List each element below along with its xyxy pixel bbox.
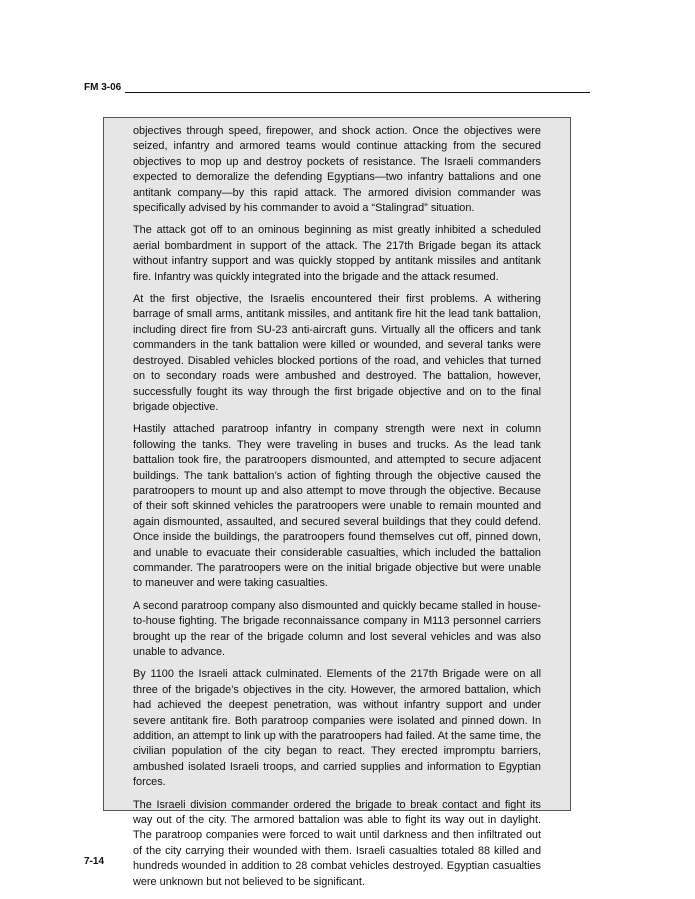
paragraph: The Israeli division commander ordered the brigade to break contact and fight its way out of the city. The armored battalion was able to fight its way out in daylight. The paratroop companies were forced to wait until darkness and then infiltrated out of the city carrying their wounded with them. Israeli casualties totaled 88 killed and hundreds wounded in addition to 28 combat vehicles destroyed. Egyptian casualties were unknown but not believed to be significant. <box>133 798 541 888</box>
page-number: 7-14 <box>84 856 105 867</box>
paragraph: At the first objective, the Israelis encountered their first problems. A withering barrage of small arms, antitank missiles, and antitank fire hit the lead tank battalion, including direct fire from SU-23 anti-aircraft guns. Virtually all the officers and tank commanders in the tank battalion were killed or wounded, and several tanks were destroyed. Disabled vehicles blocked portions of the road, and vehicles that turned on to secondary roads were ambushed and destroyed. The battalion, however, successfully fought its way through the first brigade objective and on to the final brigade objective. <box>133 293 541 413</box>
manual-id: FM 3-06 <box>84 82 125 94</box>
paragraph: A second paratroop company also dismounted and quickly became stalled in house-to-house fighting. The brigade reconnaissance company in M113 personnel carriers brought up the rear of the brigade column and lost several vehicles and was also unable to advance. <box>133 599 541 658</box>
paragraph: objectives through speed, firepower, and shock action. Once the objectives were seized, infantry and armored teams would continue attacking from the secured objectives to mop up and destroy pockets of resistance. The Israeli commanders expected to demoralize the defending Egyptians—two infantry battalions and one antitank company—by this rapid attack. The armored division commander was specifically advised by his commander to avoid a “Stalingrad” situation. <box>133 125 541 215</box>
header-rule <box>121 92 590 93</box>
paragraph: The attack got off to an ominous beginning as mist greatly inhibited a scheduled aerial bombardment in support of the attack. The 217th Brigade began its attack without infantry support and was quickly stopped by antitank missiles and antitank fire. Infantry was quickly integrated into the brigade and the attack resumed. <box>133 224 541 283</box>
paragraph: By 1100 the Israeli attack culminated. Elements of the 217th Brigade were on all three of the brigade’s objectives in the city. However, the armored battalion, which had achieved the deepest penetration, was without infantry support and under severe antitank fire. Both paratroop companies were isolated and pinned down. In addition, an attempt to link up with the paratroopers had failed. At the same time, the civilian population of the city began to react. They erected impromptu barriers, ambushed isolated Israeli troops, and carried supplies and information to Egyptian forces. <box>133 668 541 789</box>
paragraph: Hastily attached paratroop infantry in company strength were next in column following the tanks. They were traveling in buses and trucks. As the lead tank battalion took fire, the paratroopers dismounted, and attempted to secure adjacent buildings. The tank battalion’s action of fighting through the objective caused the paratroopers to mount up and also attempt to move through the objective. Because of their soft skinned vehicles the paratroopers were unable to remain mounted and again dismounted, assaulted, and secured several buildings that they could defend. Once inside the buildings, the paratroopers found themselves cut off, pinned down, and unable to evacuate their considerable casualties, which included the battalion commander. The paratroopers were on the initial brigade objective but were unable to maneuver and were taking casualties. <box>133 423 541 590</box>
vignette-box <box>103 117 571 888</box>
page-header <box>84 82 590 96</box>
